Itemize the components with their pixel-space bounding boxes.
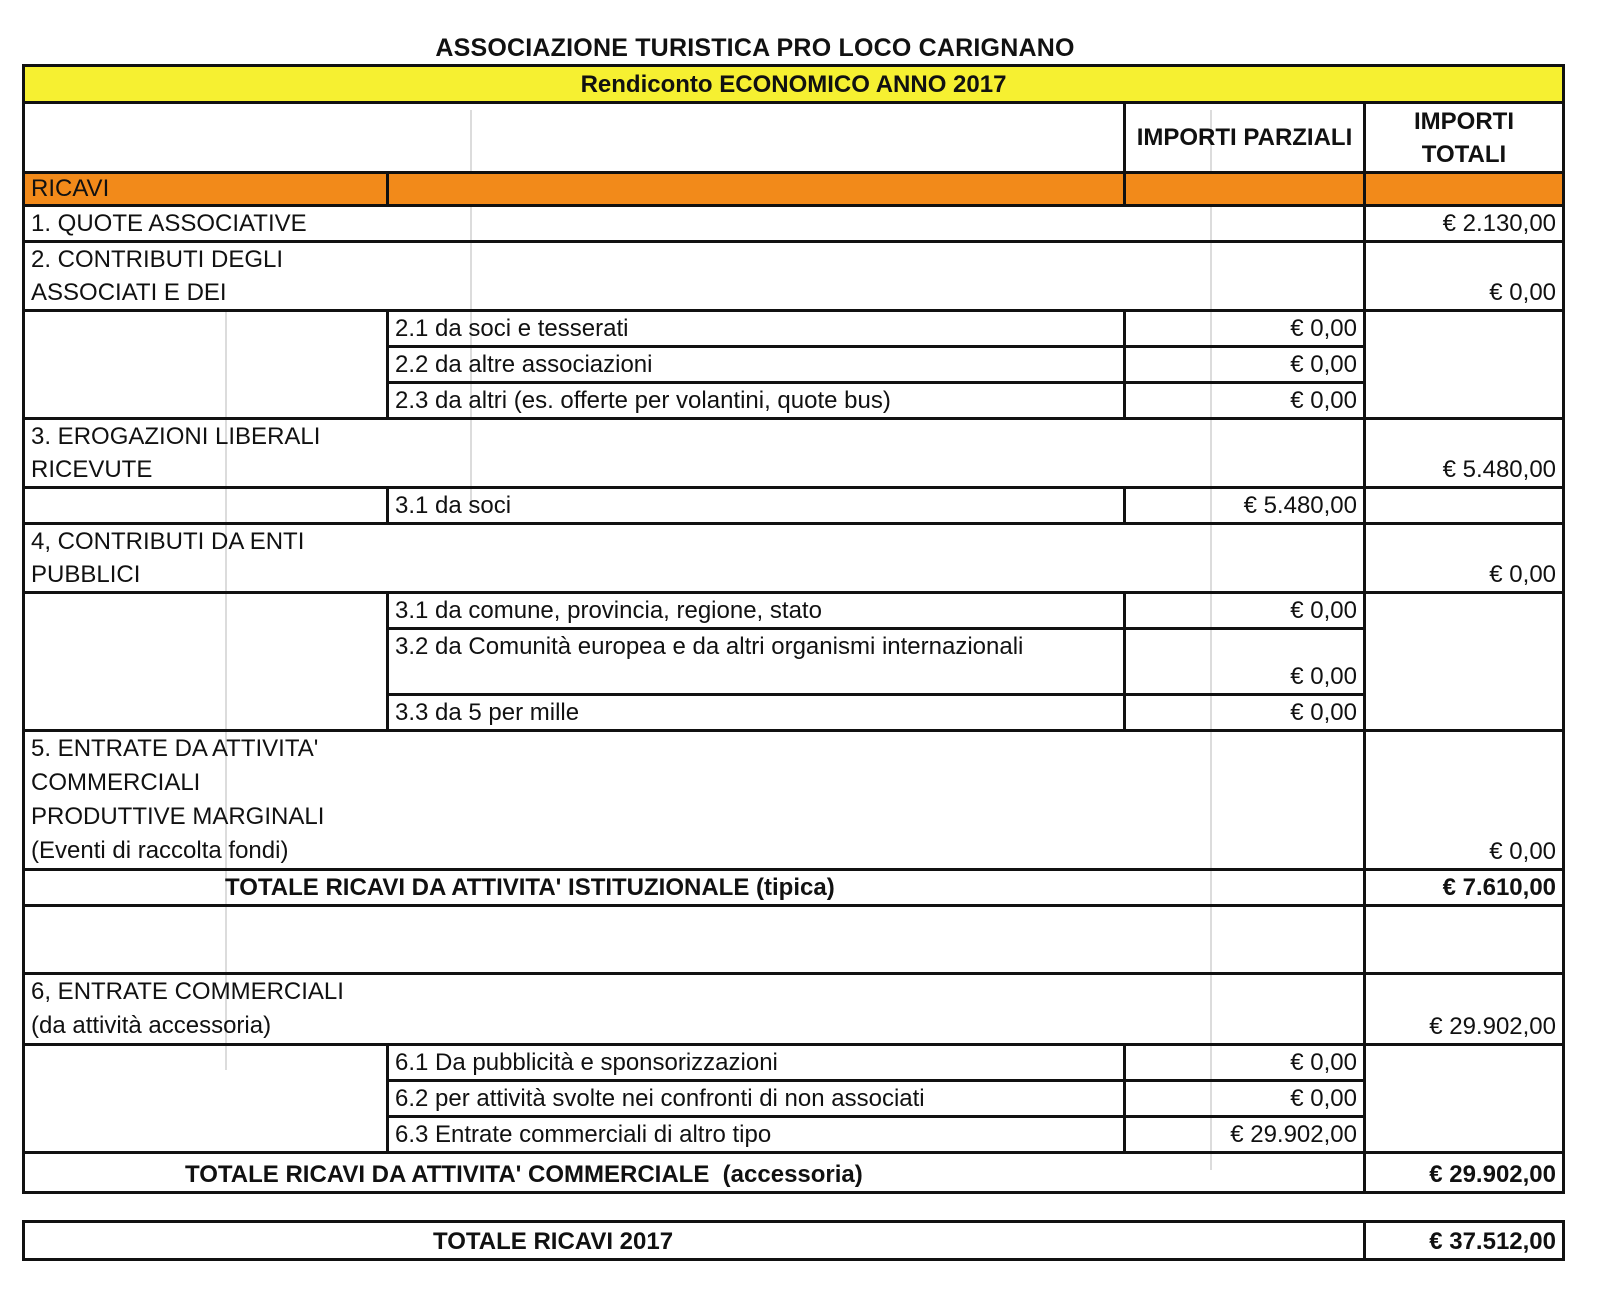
row-label <box>24 974 1365 1045</box>
subtotal-value: € 7.610,00 <box>1365 870 1564 906</box>
subtotal-row <box>24 870 1564 906</box>
grand-total-value: € 37.512,00 <box>1365 1222 1564 1260</box>
income-statement-table <box>22 64 1565 1261</box>
sub-label: 3.2 da Comunità europea e da altri organismi internazionali <box>388 629 1125 695</box>
sub-partial: € 0,00 <box>1125 629 1365 695</box>
row-label: 2. CONTRIBUTI DEGLI ASSOCIATI E DEI <box>24 242 1365 311</box>
sub-partial: € 0,00 <box>1125 593 1365 629</box>
spacer-row <box>24 1193 1564 1222</box>
row-label-line: COMMERCIALI <box>31 769 201 796</box>
row-total: € 2.130,00 <box>1365 206 1564 242</box>
blank-row <box>24 906 1564 974</box>
section-fill <box>1365 173 1564 206</box>
row-label-line: 5. ENTRATE DA ATTIVITA' <box>31 735 319 762</box>
sub-label: 3.1 da soci <box>388 488 1125 524</box>
sub-row <box>24 311 1564 347</box>
sub-partial: € 0,00 <box>1125 347 1365 383</box>
row-total: € 5.480,00 <box>1365 419 1564 488</box>
report-title-row <box>24 66 1564 103</box>
row-total: € 0,00 <box>1365 731 1564 870</box>
sub-label: 2.1 da soci e tesserati <box>388 311 1125 347</box>
blank-cell <box>1365 906 1564 974</box>
indent-cell <box>24 1045 388 1153</box>
column-header-total: IMPORTI TOTALI <box>1365 103 1564 173</box>
sub-label: 6.3 Entrate commerciali di altro tipo <box>388 1117 1125 1153</box>
column-header-row <box>24 103 1564 173</box>
table-row <box>24 524 1564 593</box>
table-row <box>24 731 1564 870</box>
sub-partial: € 0,00 <box>1125 383 1365 419</box>
header-blank-cell <box>24 103 1125 173</box>
table-row <box>24 974 1564 1045</box>
total-blank <box>1365 488 1564 524</box>
sub-label: 6.2 per attività svolte nei confronti di non associati <box>388 1081 1125 1117</box>
organization-title: ASSOCIAZIONE TURISTICA PRO LOCO CARIGNANO <box>435 34 1075 62</box>
sub-partial: € 0,00 <box>1125 695 1365 731</box>
row-label-line: PRODUTTIVE MARGINALI <box>31 803 325 830</box>
total-blank <box>1365 311 1564 419</box>
section-header-row <box>24 173 1564 206</box>
sub-partial: € 29.902,00 <box>1125 1117 1365 1153</box>
row-label: 4, CONTRIBUTI DA ENTI PUBBLICI <box>24 524 1365 593</box>
sub-partial: € 0,00 <box>1125 1045 1365 1081</box>
column-header-partial: IMPORTI PARZIALI <box>1125 103 1365 173</box>
row-total: € 0,00 <box>1365 524 1564 593</box>
row-label-line: (Eventi di raccolta fondi) <box>31 837 289 864</box>
section-label: RICAVI <box>24 173 388 206</box>
subtotal-label: TOTALE RICAVI DA ATTIVITA' COMMERCIALE (accessoria) <box>24 1153 1365 1193</box>
sub-label: 2.3 da altri (es. offerte per volantini, quote bus) <box>388 383 1125 419</box>
section-fill <box>1125 173 1365 206</box>
sub-label: 6.1 Da pubblicità e sponsorizzazioni <box>388 1045 1125 1081</box>
sub-row <box>24 488 1564 524</box>
table-row <box>24 242 1564 311</box>
row-label: 3. EROGAZIONI LIBERALI RICEVUTE <box>24 419 1365 488</box>
row-label-line: (da attività accessoria) <box>31 1012 272 1039</box>
subtotal-value: € 29.902,00 <box>1365 1153 1564 1193</box>
sub-row <box>24 593 1564 629</box>
sub-label: 2.2 da altre associazioni <box>388 347 1125 383</box>
spacer-cell <box>24 1193 1564 1222</box>
subtotal-label: TOTALE RICAVI DA ATTIVITA' ISTITUZIONALE (tipica) <box>24 870 1365 906</box>
indent-cell <box>24 311 388 419</box>
sub-row <box>24 1045 1564 1081</box>
sub-label: 3.1 da comune, provincia, regione, stato <box>388 593 1125 629</box>
row-total: € 29.902,00 <box>1365 974 1564 1045</box>
subtotal-row <box>24 1153 1564 1193</box>
total-blank <box>1365 1045 1564 1153</box>
grand-total-row <box>24 1222 1564 1260</box>
sub-partial: € 0,00 <box>1125 311 1365 347</box>
sub-partial: € 5.480,00 <box>1125 488 1365 524</box>
section-fill <box>388 173 1125 206</box>
total-blank <box>1365 593 1564 731</box>
report-title: Rendiconto ECONOMICO ANNO 2017 <box>24 66 1564 103</box>
grand-total-label: TOTALE RICAVI 2017 <box>24 1222 1365 1260</box>
sub-label: 3.3 da 5 per mille <box>388 695 1125 731</box>
table-row <box>24 419 1564 488</box>
sub-partial: € 0,00 <box>1125 1081 1365 1117</box>
table-row <box>24 206 1564 242</box>
row-label: 1. QUOTE ASSOCIATIVE <box>24 206 1365 242</box>
row-label-line: 6, ENTRATE COMMERCIALI <box>31 978 344 1005</box>
row-total: € 0,00 <box>1365 242 1564 311</box>
indent-cell <box>24 488 388 524</box>
row-label <box>24 731 1365 870</box>
blank-cell <box>24 906 1365 974</box>
indent-cell <box>24 593 388 731</box>
